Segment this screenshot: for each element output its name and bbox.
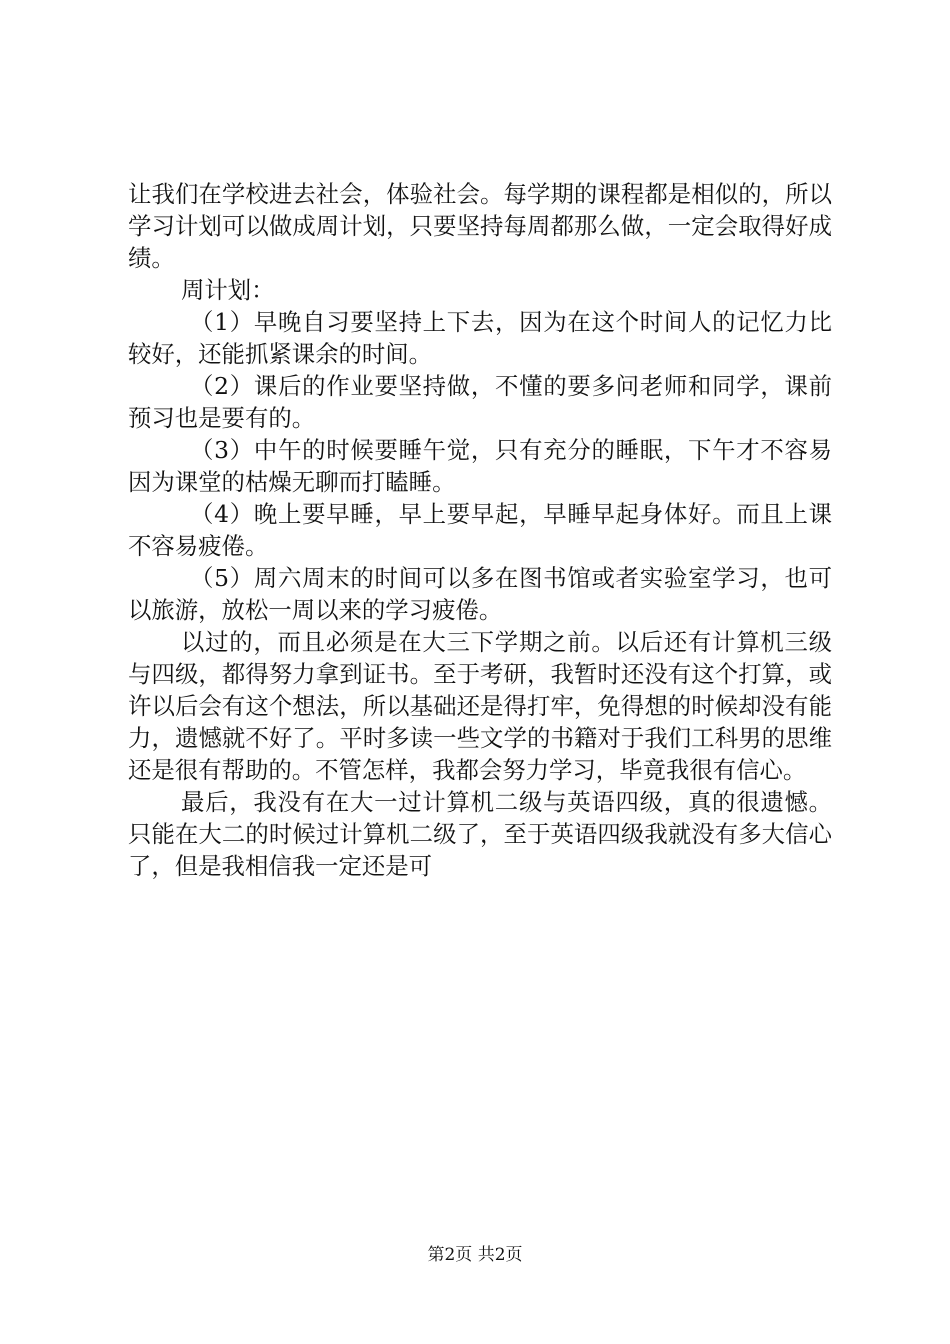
paragraph-intro: 让我们在学校进去社会，体验社会。每学期的课程都是相似的，所以学习计划可以做成周计划，只要坚持每周都那么做，一定会取得好成绩。 <box>128 180 832 272</box>
paragraph-weekly-plan-heading: 周计划： <box>181 276 275 304</box>
paragraph-plan-item-2: （2）课后的作业要坚持做，不懂的要多问老师和同学，课前预习也是要有的。 <box>128 372 832 432</box>
paragraph-conclusion: 最后，我没有在大一过计算机二级与英语四级，真的很遗憾。只能在大二的时候过计算机二级了，至于英语四级我就没有多大信心了，但是我相信我一定还是可 <box>128 788 832 880</box>
paragraph-plan-item-3: （3）中午的时候要睡午觉，只有充分的睡眠，下午才不容易因为课堂的枯燥无聊而打瞌睡。 <box>128 436 832 496</box>
paragraph-plan-item-5: （5）周六周末的时间可以多在图书馆或者实验室学习，也可以旅游，放松一周以来的学习疲倦。 <box>128 564 832 624</box>
paragraph-plan-item-4: （4）晚上要早睡，早上要早起，早睡早起身体好。而且上课不容易疲倦。 <box>128 500 832 560</box>
paragraph-plan-item-1: （1）早晚自习要坚持上下去，因为在这个时间人的记忆力比较好，还能抓紧课余的时间。 <box>128 308 832 368</box>
page-number-footer: 第2页 共2页 <box>427 1245 523 1265</box>
document-body <box>128 178 832 882</box>
paragraph-certificates: 以过的，而且必须是在大三下学期之前。以后还有计算机三级与四级，都得努力拿到证书。至于考研，我暂时还没有这个打算，或许以后会有这个想法，所以基础还是得打牢，免得想的时候却没有能力，遗憾就不好了。平时多读一些文学的书籍对于我们工科男的思维还是很有帮助的。不管怎样，我都会努力学习，毕竟我很有信心。 <box>128 628 832 784</box>
